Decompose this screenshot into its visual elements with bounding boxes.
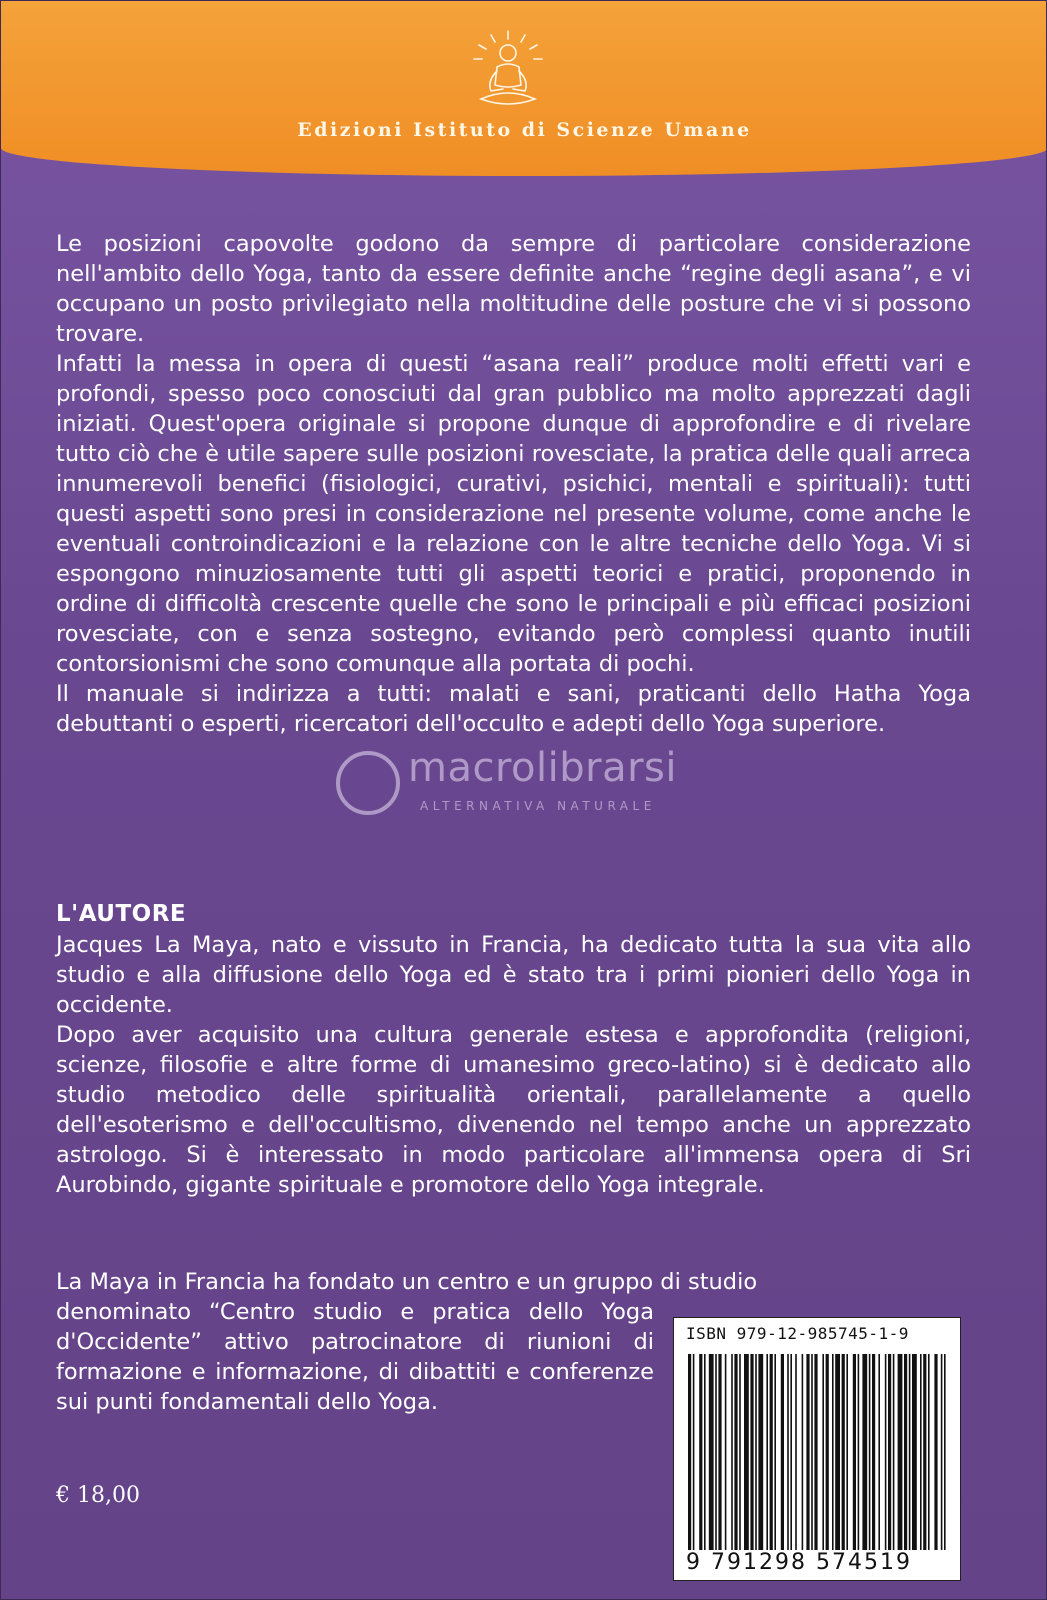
barcode-bar bbox=[822, 1354, 824, 1550]
author-paragraph: Jacques La Maya, nato e vissuto in Francia, ha dedicato tutta la sua vita allo studio e alla diffusione dello Yoga ed è stato tra i primi pionieri dello Yoga in occidente. bbox=[56, 932, 971, 1018]
barcode-bar bbox=[802, 1354, 804, 1550]
barcode-bar bbox=[920, 1354, 922, 1550]
barcode-bar bbox=[941, 1354, 943, 1550]
barcode-bar bbox=[787, 1354, 789, 1550]
barcode-bar bbox=[862, 1354, 867, 1550]
barcode-bar bbox=[704, 1354, 706, 1550]
barcode-bar bbox=[878, 1354, 880, 1550]
barcode-bar bbox=[885, 1354, 887, 1550]
barcode-bar bbox=[806, 1354, 809, 1550]
barcode-bar bbox=[928, 1354, 930, 1550]
barcode-bar bbox=[909, 1354, 911, 1550]
barcode-bar bbox=[832, 1354, 834, 1550]
watermark-logo-icon bbox=[336, 751, 400, 815]
barcode-bars bbox=[688, 1354, 946, 1550]
barcode-digits: 9 791298 574519 bbox=[686, 1550, 912, 1575]
barcode-bar bbox=[944, 1354, 946, 1550]
barcode-bar bbox=[725, 1354, 727, 1550]
barcode-bar bbox=[739, 1354, 741, 1550]
barcode-bar bbox=[744, 1354, 749, 1550]
barcode-bar bbox=[934, 1354, 937, 1550]
barcode-bar bbox=[811, 1354, 813, 1550]
barcode-bar bbox=[888, 1354, 891, 1550]
barcode-bar bbox=[814, 1354, 817, 1550]
barcode-bar bbox=[923, 1354, 926, 1550]
barcode-bar bbox=[758, 1354, 763, 1550]
synopsis-paragraph: Infatti la messa in opera di questi “asana reali” produce molti effetti vari e profondi, spesso poco conosciuti dal gran pubblico ma molto apprezzati dagli iniziati. Quest'opera originale si propone dunque di approfondire e di rivelare tutto ciò che è utile sapere sulle posizioni rovesciate, la pratica delle quali arreca innumerevoli benefici (fisiologici, curativi, psichici, mentali e spirituali): tutti questi aspetti sono presi in considerazione nel presente volume, come anche le eventuali controindicazioni e la relazione con le altre tecniche dello Yoga. Vi si espongono minuziosamente tutti gli aspetti teorici e pratici, proponendo in ordine di difficoltà crescente quelle che sono le principali e più efficaci posizioni rovesciate, con e senza sostegno, evitando però complessi quanto inutili contorsionismi che sono comunque alla portata di pochi. bbox=[56, 351, 971, 677]
barcode-bar bbox=[709, 1354, 714, 1550]
meditating-figure-sun-icon bbox=[469, 29, 547, 113]
watermark-brand: macrolibrarsi bbox=[408, 745, 677, 791]
barcode-bar bbox=[750, 1354, 753, 1550]
isbn-label: ISBN 979-12-985745-1-9 bbox=[686, 1324, 909, 1343]
barcode-bar bbox=[795, 1354, 797, 1550]
barcode-bar bbox=[842, 1354, 845, 1550]
synopsis-paragraph: Il manuale si indirizza a tutti: malati e sani, praticanti dello Hatha Yoga debuttanti o esperti, ricercatori dell'occulto e adepti dello Yoga superiore. bbox=[56, 681, 971, 737]
barcode-bar bbox=[853, 1354, 856, 1550]
barcode-bar bbox=[835, 1354, 840, 1550]
barcode-bar bbox=[904, 1354, 907, 1550]
synopsis bbox=[56, 229, 971, 739]
barcode-bar bbox=[715, 1354, 717, 1550]
barcode-bar bbox=[781, 1354, 784, 1550]
watermark-tagline: ALTERNATIVA NATURALE bbox=[420, 799, 656, 813]
barcode-bar bbox=[790, 1354, 792, 1550]
barcode-bar bbox=[688, 1354, 691, 1550]
barcode-bar bbox=[693, 1354, 695, 1550]
author-bio bbox=[56, 930, 971, 1200]
centro-rest: denominato “Centro studio e pratica dello Yoga d'Occidente” attivo patrocinatore di riunioni di formazione e informazione, di dibattiti e conferenze sui punti fondamentali dello Yoga. bbox=[56, 1299, 654, 1415]
barcode-bar bbox=[766, 1354, 768, 1550]
barcode-bar bbox=[912, 1354, 917, 1550]
author-heading: L'AUTORE bbox=[56, 901, 187, 927]
barcode-bar bbox=[898, 1354, 903, 1550]
barcode-bar bbox=[731, 1354, 733, 1550]
barcode-bar bbox=[858, 1354, 860, 1550]
barcode-bar bbox=[869, 1354, 871, 1550]
centro-first-line: La Maya in Francia ha fondato un centro e un gruppo di studio bbox=[56, 1269, 758, 1295]
barcode-bar bbox=[774, 1354, 776, 1550]
barcode-bar bbox=[893, 1354, 895, 1550]
price: € 18,00 bbox=[56, 1483, 140, 1508]
synopsis-paragraph: Le posizioni capovolte godono da sempre di particolare considerazione nell'ambito dello Yoga, tanto da essere definite anche “regine degli asana”, e vi occupano un posto privilegiato nella moltitudine delle posture che vi si possono trovare. bbox=[56, 231, 971, 347]
publisher-name: Edizioni Istituto di Scienze Umane bbox=[297, 119, 752, 141]
barcode-bar bbox=[770, 1354, 773, 1550]
barcode-bar bbox=[699, 1354, 702, 1550]
barcode-bar bbox=[872, 1354, 875, 1550]
barcode-bar bbox=[734, 1354, 737, 1550]
barcode-bar bbox=[718, 1354, 721, 1550]
macrolibrarsi-watermark bbox=[336, 745, 716, 821]
barcode-bar bbox=[755, 1354, 757, 1550]
barcode-bar bbox=[846, 1354, 848, 1550]
isbn-barcode bbox=[673, 1317, 961, 1581]
author-paragraph: Dopo aver acquisito una cultura generale estesa e approfondita (religioni, scienze, filosofie e altre forme di umanesimo greco-latino) si è dedicato allo studio metodico delle spiritualità orientali, parallelamente a quello dell'esoterismo e dell'occultismo, divenendo nel tempo anche un apprezzato astrologo. Si è interessato in modo particolare all'immensa opera di Sri Aurobindo, gigante spirituale e promotore dello Yoga integrale. bbox=[56, 1022, 971, 1198]
barcode-bar bbox=[826, 1354, 829, 1550]
